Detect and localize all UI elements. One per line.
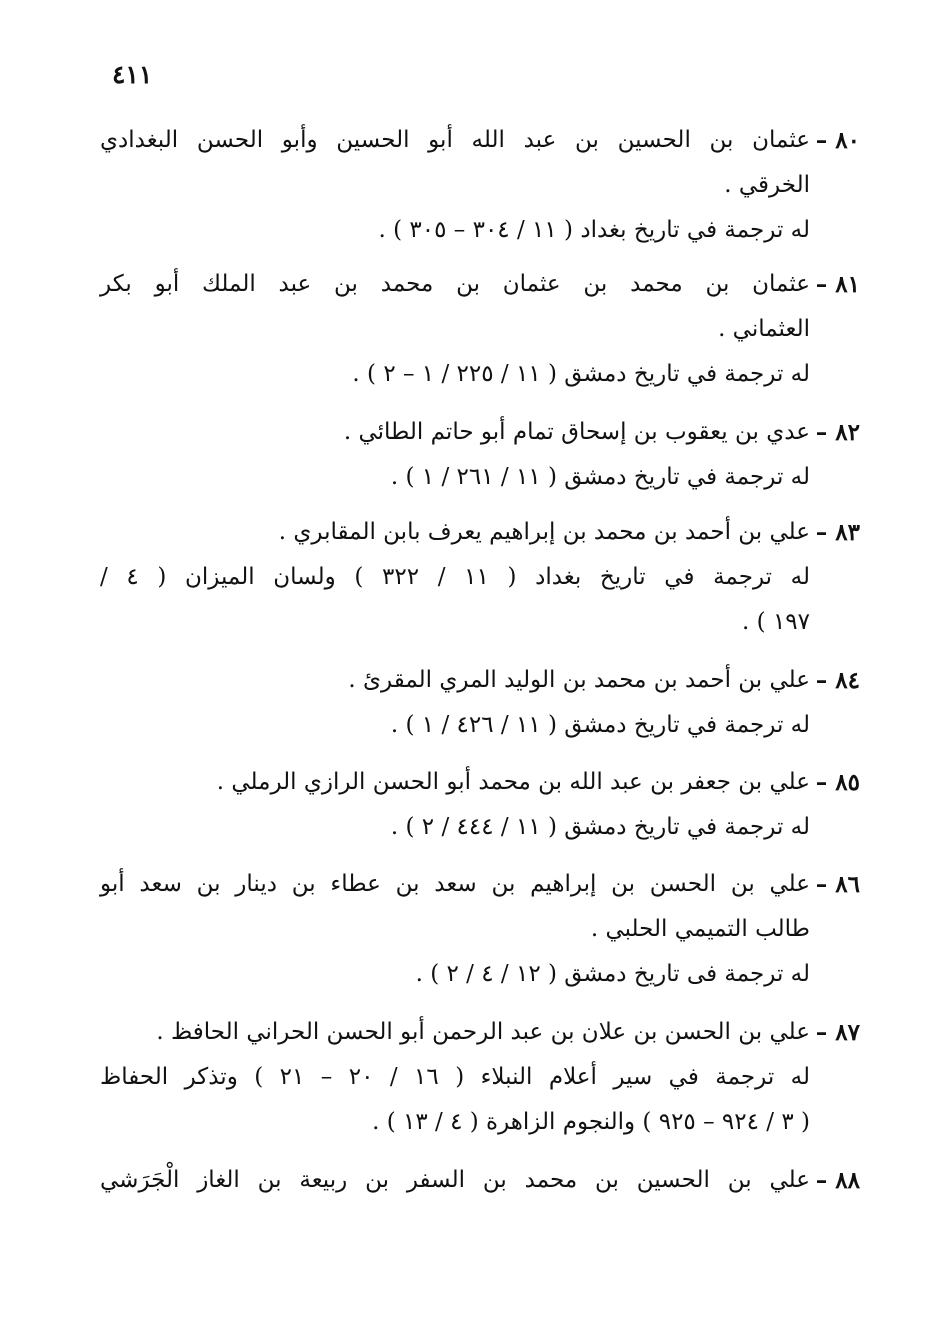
- entry-name: علي بن أحمد بن محمد بن إبراهيم يعرف بابن المقابري .: [278, 519, 810, 545]
- entry-name: علي بن الحسين بن محمد بن السفر بن ربيعة بن الغاز الْجَرَشي: [100, 1167, 810, 1193]
- entry-name: علي بن جعفر بن عبد الله بن محمد أبو الحسن الرازي الرملي .: [216, 769, 810, 795]
- entry-86: [100, 862, 860, 997]
- entry-number: ٨٦ –: [815, 871, 860, 898]
- entry-name: عدي بن يعقوب بن إسحاق تمام أبو حاتم الطائي .: [343, 419, 810, 445]
- entry-name: عثمان بن الحسين بن عبد الله أبو الحسين وأبو الحسن البغدادي: [100, 127, 810, 153]
- entry-reference: له ترجمة في تاريخ دمشق ( ١١ / ٤٤٤ / ٢ ) .: [390, 814, 810, 840]
- entry-number: ٨٢ –: [815, 419, 860, 446]
- entry-reference-continued: ( ٣ / ٩٢٤ – ٩٢٥ ) والنجوم الزاهرة ( ٤ / ١٣ ) .: [372, 1109, 810, 1135]
- page-number: ٤١١: [112, 60, 153, 89]
- entry-name: علي بن أحمد بن محمد بن الوليد المري المقرئ .: [348, 667, 810, 693]
- entry-name: علي بن الحسن بن علان بن عبد الرحمن أبو الحسن الحراني الحافظ .: [156, 1019, 810, 1045]
- entry-reference: له ترجمة في تاريخ دمشق ( ١١ / ٢٢٥ / ١ – ٢ ) .: [352, 361, 810, 387]
- entry-reference: له ترجمة في تاريخ بغداد ( ١١ / ٣٠٤ – ٣٠٥ ) .: [378, 217, 810, 243]
- entry-reference: له ترجمة فى تاريخ دمشق ( ١٢ / ٤ / ٢ ) .: [415, 961, 810, 987]
- entry-reference: له ترجمة في سير أعلام النبلاء ( ١٦ / ٢٠ – ٢١ ) وتذكر الحفاظ: [100, 1064, 810, 1090]
- entry-number: ٨٣ –: [815, 519, 860, 546]
- entry-name-continued: الخرقي .: [724, 172, 810, 198]
- entry-number: ٨٠ –: [815, 127, 860, 154]
- entry-reference: له ترجمة في تاريخ دمشق ( ١١ / ٢٦١ / ١ ) .: [390, 464, 810, 490]
- entry-88: [100, 1158, 860, 1203]
- entry-name-continued: طالب التميمي الحلبي .: [590, 916, 810, 942]
- entry-83: [100, 510, 860, 645]
- entry-reference: له ترجمة في تاريخ بغداد ( ١١ / ٣٢٢ ) ولسان الميزان ( ٤ /: [100, 564, 811, 590]
- entry-number: ٨١ –: [815, 271, 860, 298]
- entry-number: ٨٧ –: [815, 1019, 860, 1046]
- entry-85: [100, 760, 860, 850]
- entry-81: [100, 262, 860, 397]
- entry-reference: له ترجمة في تاريخ دمشق ( ١١ / ٤٢٦ / ١ ) .: [390, 712, 810, 738]
- entry-number: ٨٥ –: [815, 769, 860, 796]
- entry-name: عثمان بن محمد بن عثمان بن محمد بن عبد الملك أبو بكر: [100, 271, 810, 297]
- entry-name-continued: العثماني .: [718, 316, 810, 342]
- entry-name: علي بن الحسن بن إبراهيم بن سعد بن عطاء بن دينار بن سعد أبو: [100, 871, 810, 897]
- entry-84: [100, 658, 860, 748]
- entry-number: ٨٤ –: [815, 667, 860, 694]
- entry-number: ٨٨ –: [815, 1167, 860, 1194]
- entry-82: [100, 410, 860, 500]
- entry-87: [100, 1010, 860, 1145]
- entry-reference-continued: ١٩٧ ) .: [742, 609, 810, 635]
- entry-80: [100, 118, 860, 253]
